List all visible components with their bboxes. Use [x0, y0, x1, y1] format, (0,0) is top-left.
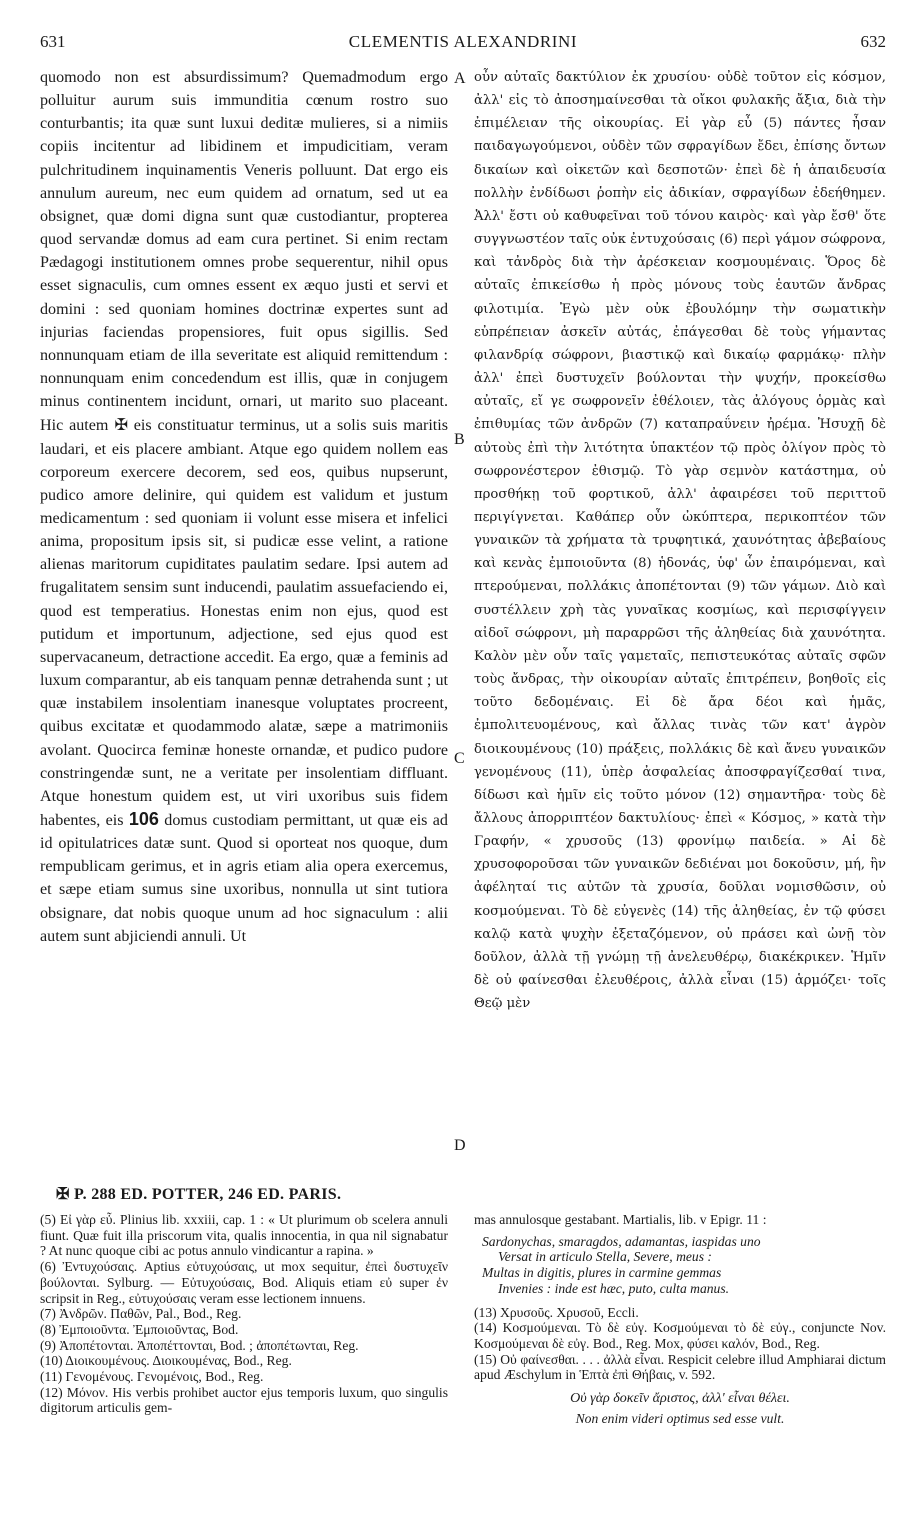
- footnotes-left: [40, 1212, 448, 1416]
- footnote-12: (12) Μόνον. His verbis prohibet auctor ejus temporis luxum, quo singulis digitorum articulis gem-: [40, 1384, 448, 1416]
- page-number-left: 631: [40, 32, 66, 51]
- margin-letter-c: C: [454, 750, 465, 767]
- greek-text-column: [474, 66, 886, 1015]
- footnote-15: (15) Οὐ φαίνεσθαι. . . . ἀλλὰ εἶναι. Respicit celebre illud Amphiarai dictum apud Æschylum in Ἑπτὰ ἐπὶ Θήβαις, v. 592.: [474, 1351, 886, 1383]
- page-number-right: 632: [860, 32, 886, 51]
- footnote-5: (5) Εἰ γὰρ εὖ. Plinius lib. xxxiii, cap. 1 : « Ut plurimum ob scelera annuli fiunt. Quæ fuit illa priscorum vita, qualis innocentia, in qua nil signabatur ? At nunc quoque cibi ac potus annulo vindicantur a rapina. »: [40, 1212, 448, 1259]
- footnote-14: (14) Κοσμούμεναι. Τὸ δὲ εὐγ. Κοσμούμεναι τὸ δὲ εὐγ., conjuncte Nov. Κοσμούμεναι δὲ εὐγ. Bod., Reg. Mox, φύσει καλόν, Bod., Reg.: [474, 1320, 886, 1351]
- footnotes-right: [474, 1212, 886, 1426]
- latin-text-part-1: quomodo non est absurdissimum? Quemadmodum ergo polluitur aurum suis immunditia cœnum rostro suo conturbantis; ita quæ sunt luxui deditæ mulieres, si a nimiis copiis incitentur ad libidinem et impudicitiam, veram pulchritudinem inquinamentis Veneris polluunt. Dat ergo eis annulum aureum, nec eum quidem ad ornatum, sed ut ea obsignet, quæ domi digna sunt quæ custodiantur, propterea quod servandæ domus ad eam cura pertinet. Si enim rectam Pædagogi institutionem omnes probe sequerentur, nihil opus esset signaculis, cum omnes essent ex æquo justi et servi et domini : sed quoniam homines doctrinæ expertes sunt ad injurias faciendas propensiores, fuit opus sigillis. Sed nonnunquam etiam de illa severitate est aliquid remittendum : nonnunquam enim concedendum est illis, quæ in conjugem minus continentem incidunt, ornari, ut marito suo placeant. Hic autem: [40, 69, 448, 435]
- aeschylus-greek-quote: Οὐ γὰρ δοκεῖν ἄριστος, ἀλλ' εἶναι θέλει.: [570, 1391, 790, 1407]
- latin-text-column: [40, 66, 448, 948]
- margin-letter-d: D: [454, 1137, 466, 1154]
- running-title: CLEMENTIS ALEXANDRINI: [348, 32, 578, 51]
- martial-verse: [474, 1234, 886, 1297]
- greek-text: οὖν αὐταῖς δακτύλιον ἐκ χρυσίου· οὐδὲ τοῦτον εἰς κόσμον, ἀλλ' εἰς τὸ ἀποσημαίνεσθαι τὰ οἴκοι φυλακῆς ἄξια, διὰ τὴν ἐπιμέλειαν τῆς οἰκουρίας. Εἰ γὰρ εὖ (5) πάντες ἦσαν παιδαγωγούμενοι, οὐδὲν τῶν σφραγίδων ἔδει, ἐπίσης ὄντων δικαίων καὶ οἰκετῶν καὶ δεσποτῶν· ἐπεὶ δὲ ἡ ἀπαιδευσία πολλὴν ἐνδίδωσι ῥοπὴν εἰς ἀδικίαν, σφραγίδων ἐδεήθημεν. Ἀλλ' ἔστι οὐ καθυφεῖναι τοῦ τόνου καιρὸς· καὶ γὰρ ἔσθ' ὅτε συγγνωστέον ταῖς οὐκ ἐντυχούσαις (6) περὶ γάμον σώφρονα, καὶ τἀνδρὸς διὰ τὴν ἀρέσκειαν κοσμουμέναις. Ὅρος δὲ αὐταῖς ἐπικείσθω ἡ πρὸς μόνους τοὺς ἑαυτῶν ἄνδρας φιλοτιμία. Ἐγὼ μὲν οὐκ ἐβουλόμην τὴν σωματικὴν εὐπρέπειαν ἀσκεῖν αὐτάς, ἐπάγεσθαι δὲ τοὺς γήμαντας φιλανδρίᾳ σώφρονι, βιαστικῷ καὶ δικαίῳ φαρμάκῳ· πλὴν ἀλλ' ἐπεὶ δυστυχεῖν βούλονται τὴν ψυχήν, προκείσθω αὐταῖς, εἴ γε σωφρονεῖν ἐθέλοιεν, τὰς ἀλόγους ὁρμὰς καὶ ἐπιθυμίας τῶν ἀνδρῶν (7) καταπραΰνειν ἠρέμα. Ἠσυχῇ δὲ αὐτοὺς ἐπὶ τὴν λιτότητα ὑπακτέον τῷ πρὸς ὀλίγον πρὸς τὸ σωφρονέστερον ἐθισμῷ. Τὸ γὰρ σεμνὸν κατάστημα, οὐ προσθήκῃ τοῦ φορτικοῦ, ἀλλ' ἀφαιρέσει τοῦ περιττοῦ περιγίγνεται. Καθάπερ οὖν ὠκύπτερα, περικοπτέον τῶν γυναικῶν τὰ χρήματα τὰ τρυφητικά, χαυνότητας ἀβεβαίους καὶ κενὰς ἐμποιοῦντα (8) ἡδονάς, ὑφ' ὧν ἐπαιρόμεναι, καὶ πτερούμεναι, πολλάκις ἀποπέτονται (9) τῶν γάμων. Διὸ καὶ συστέλλειν χρὴ τὰς γυναῖκας κοσμίως, καὶ περισφίγγειν αἰδοῖ σώφρονι, μὴ παραρρῶσι τῆς ἀληθείας διὰ χαυνότητα. Καλὸν μὲν οὖν ταῖς γαμεταῖς, πεπιστευκότας αὐταῖς σφῶν τοὺς ἄνδρας, τὴν οἰκουρίαν αὐταῖς ἐπιτρέπειν, βοηθοῖς εἰς τοῦτο δεδομέναις. Εἰ δὲ ἄρα δέοι καὶ ἡμᾶς, ἐμπολιτευομένους, καὶ ἄλλας τινὰς τῶν κατ' ἀγρὸν διοικουμένους (10) πράξεις, πολλάκις δὲ καὶ ἄνευ γυναικῶν γενομένους (11), ὑπὲρ ἀσφαλείας ἀποσφραγίζεσθαί τινα, δίδωσι καὶ ἡμῖν εἰς τοῦτο μόνον (12) σημαντῆρα· τοὺς δὲ ἄλλους ἀπορριπτέον δακτυλίους· ἐπεὶ « Κόσμος, » κατὰ τὴν Γραφήν, « χρυσοῦς (13) φρονίμῳ παιδεία. » Αἱ δὲ χρυσοφοροῦσαι τῶν γυναικῶν δεδιέναι μοι δοκοῦσιν, μή, ἣν ἀφέληταί τις αὐτῶν τὰ χρυσία, δοῦλαι νομισθῶσιν, οὐ κοσμούμεναι. Τὸ δὲ εὐγενὲς (14) τῆς ἀληθείας, ἐν τῷ φύσει καλῷ κατὰ ψυχὴν ἐξεταζόμενον, οὐ πράσει καὶ ὠνῇ τὸν δοῦλον, ἀλλὰ τῇ γνώμῃ τῇ ἀνελευθέρῳ, διακέκρικεν. Ἡμῖν δὲ οὐ φαίνεσθαι ἐλευθέροις, ἀλλὰ εἶναι (15) ἁρμόζει· τοῖς Θεῷ μὲν: [474, 70, 886, 1012]
- verse-line: Versat in articulo Stella, Severe, meus :: [498, 1249, 712, 1265]
- aeschylus-latin-quote: Non enim videri optimus sed esse vult.: [575, 1410, 785, 1426]
- footnote-11: (11) Γενομένους. Γενομένοις, Bod., Reg.: [40, 1369, 264, 1385]
- latin-text-part-3: domus custodiam permittant, ut quæ eis ad id opitulatrices datæ sunt. Quod si oporteat nos quoque, dum rempublicam gerimus, et in agris etiam alia opera exercemus, et sæpe etiam sumus sine uxoribus, nonnulla ut sint tutiora obsignare, dat nobis quoque unum ad hoc signaculum : alii autem sunt abjiciendi annuli. Ut: [40, 812, 448, 945]
- verse-line: Multas in digitis, plures in carmine gemmas: [482, 1265, 722, 1281]
- footnote-9: (9) Ἀποπέτονται. Ἀποπέττονται, Bod. ; ἀποπέτωνται, Reg.: [40, 1337, 359, 1353]
- footnote-12-continued: mas annulosque gestabant. Martialis, lib. v Epigr. 11 :: [474, 1212, 767, 1227]
- footnote-13: (13) Χρυσοῦς. Χρυσοῦ, Eccli.: [474, 1304, 639, 1320]
- footnote-6: (6) Ἐντυχούσαις. Aptius εὐτυχούσαις, ut mox sequitur, ἐπεὶ δυστυχεῖν βούλονται. Sylburg. — Εὐτυχούσαις, Bod. Aliquis etiam εὐ super ἐν scripsit in Reg., εὐτυχούσαις veram esse lectionem innuens.: [40, 1259, 448, 1306]
- footnote-7: (7) Ἀνδρῶν. Παθῶν, Pal., Bod., Reg.: [40, 1306, 242, 1322]
- latin-text-part-2: eis constituatur terminus, ut a solis suis maritis laudari, et eis placere ambiant. Atque ego quidem nollem eas corporeum exercere decorem, sed eos, quibus nupserunt, pudico amore delinire, qui quidem est validum et justum medicamentum : sed quoniam ii volunt esse misera et infelici anima, propositum ipsis sit, si pudicæ esse velint, a ratione alienas maritorum cupiditates paulatim sedare. Ipsi autem ad frugalitatem sensim sunt inducendi, paulatim assuefaciendo ei, quod est temperatius. Honestas enim non ejus, quod est putidum et importunum, adjectione, sed ejus quod est supervacaneum, detractione accedit. Ea ergo, quæ a feminis ad luxum comparantur, ab eis tanquam pennæ detrahenda sunt ; ut quæ instabilem insolentiam inanesque voluptates procreent, quibus excitatæ et quodammodo alatæ, sæpe a matrimoniis avolant. Quocirca feminæ honeste ornandæ, et pudico pudore constringendæ sunt, ne a veritate per insolentiam diffluant. Atque honestum quidem est, ut viri uxoribus suis fidem habentes, eis: [40, 417, 449, 829]
- footnote-10: (10) Διοικουμένους. Διοικουμένας, Bod., Reg.: [40, 1353, 292, 1369]
- page-marker-106: 106: [128, 809, 159, 829]
- verse-line: Invenies : inde est hæc, puto, culta manus.: [498, 1280, 730, 1296]
- cross-marker: ✠: [114, 415, 128, 435]
- margin-letter-a: A: [454, 70, 466, 87]
- verse-line: Sardonychas, smaragdos, adamantas, iaspidas uno: [482, 1233, 761, 1249]
- margin-letter-b: B: [454, 431, 465, 448]
- footnote-8: (8) Ἐμποιοῦντα. Ἐμποιοῦντας, Bod.: [40, 1321, 239, 1337]
- running-header: [40, 32, 886, 60]
- edition-reference: ✠ P. 288 ED. POTTER, 246 ED. PARIS.: [56, 1186, 342, 1203]
